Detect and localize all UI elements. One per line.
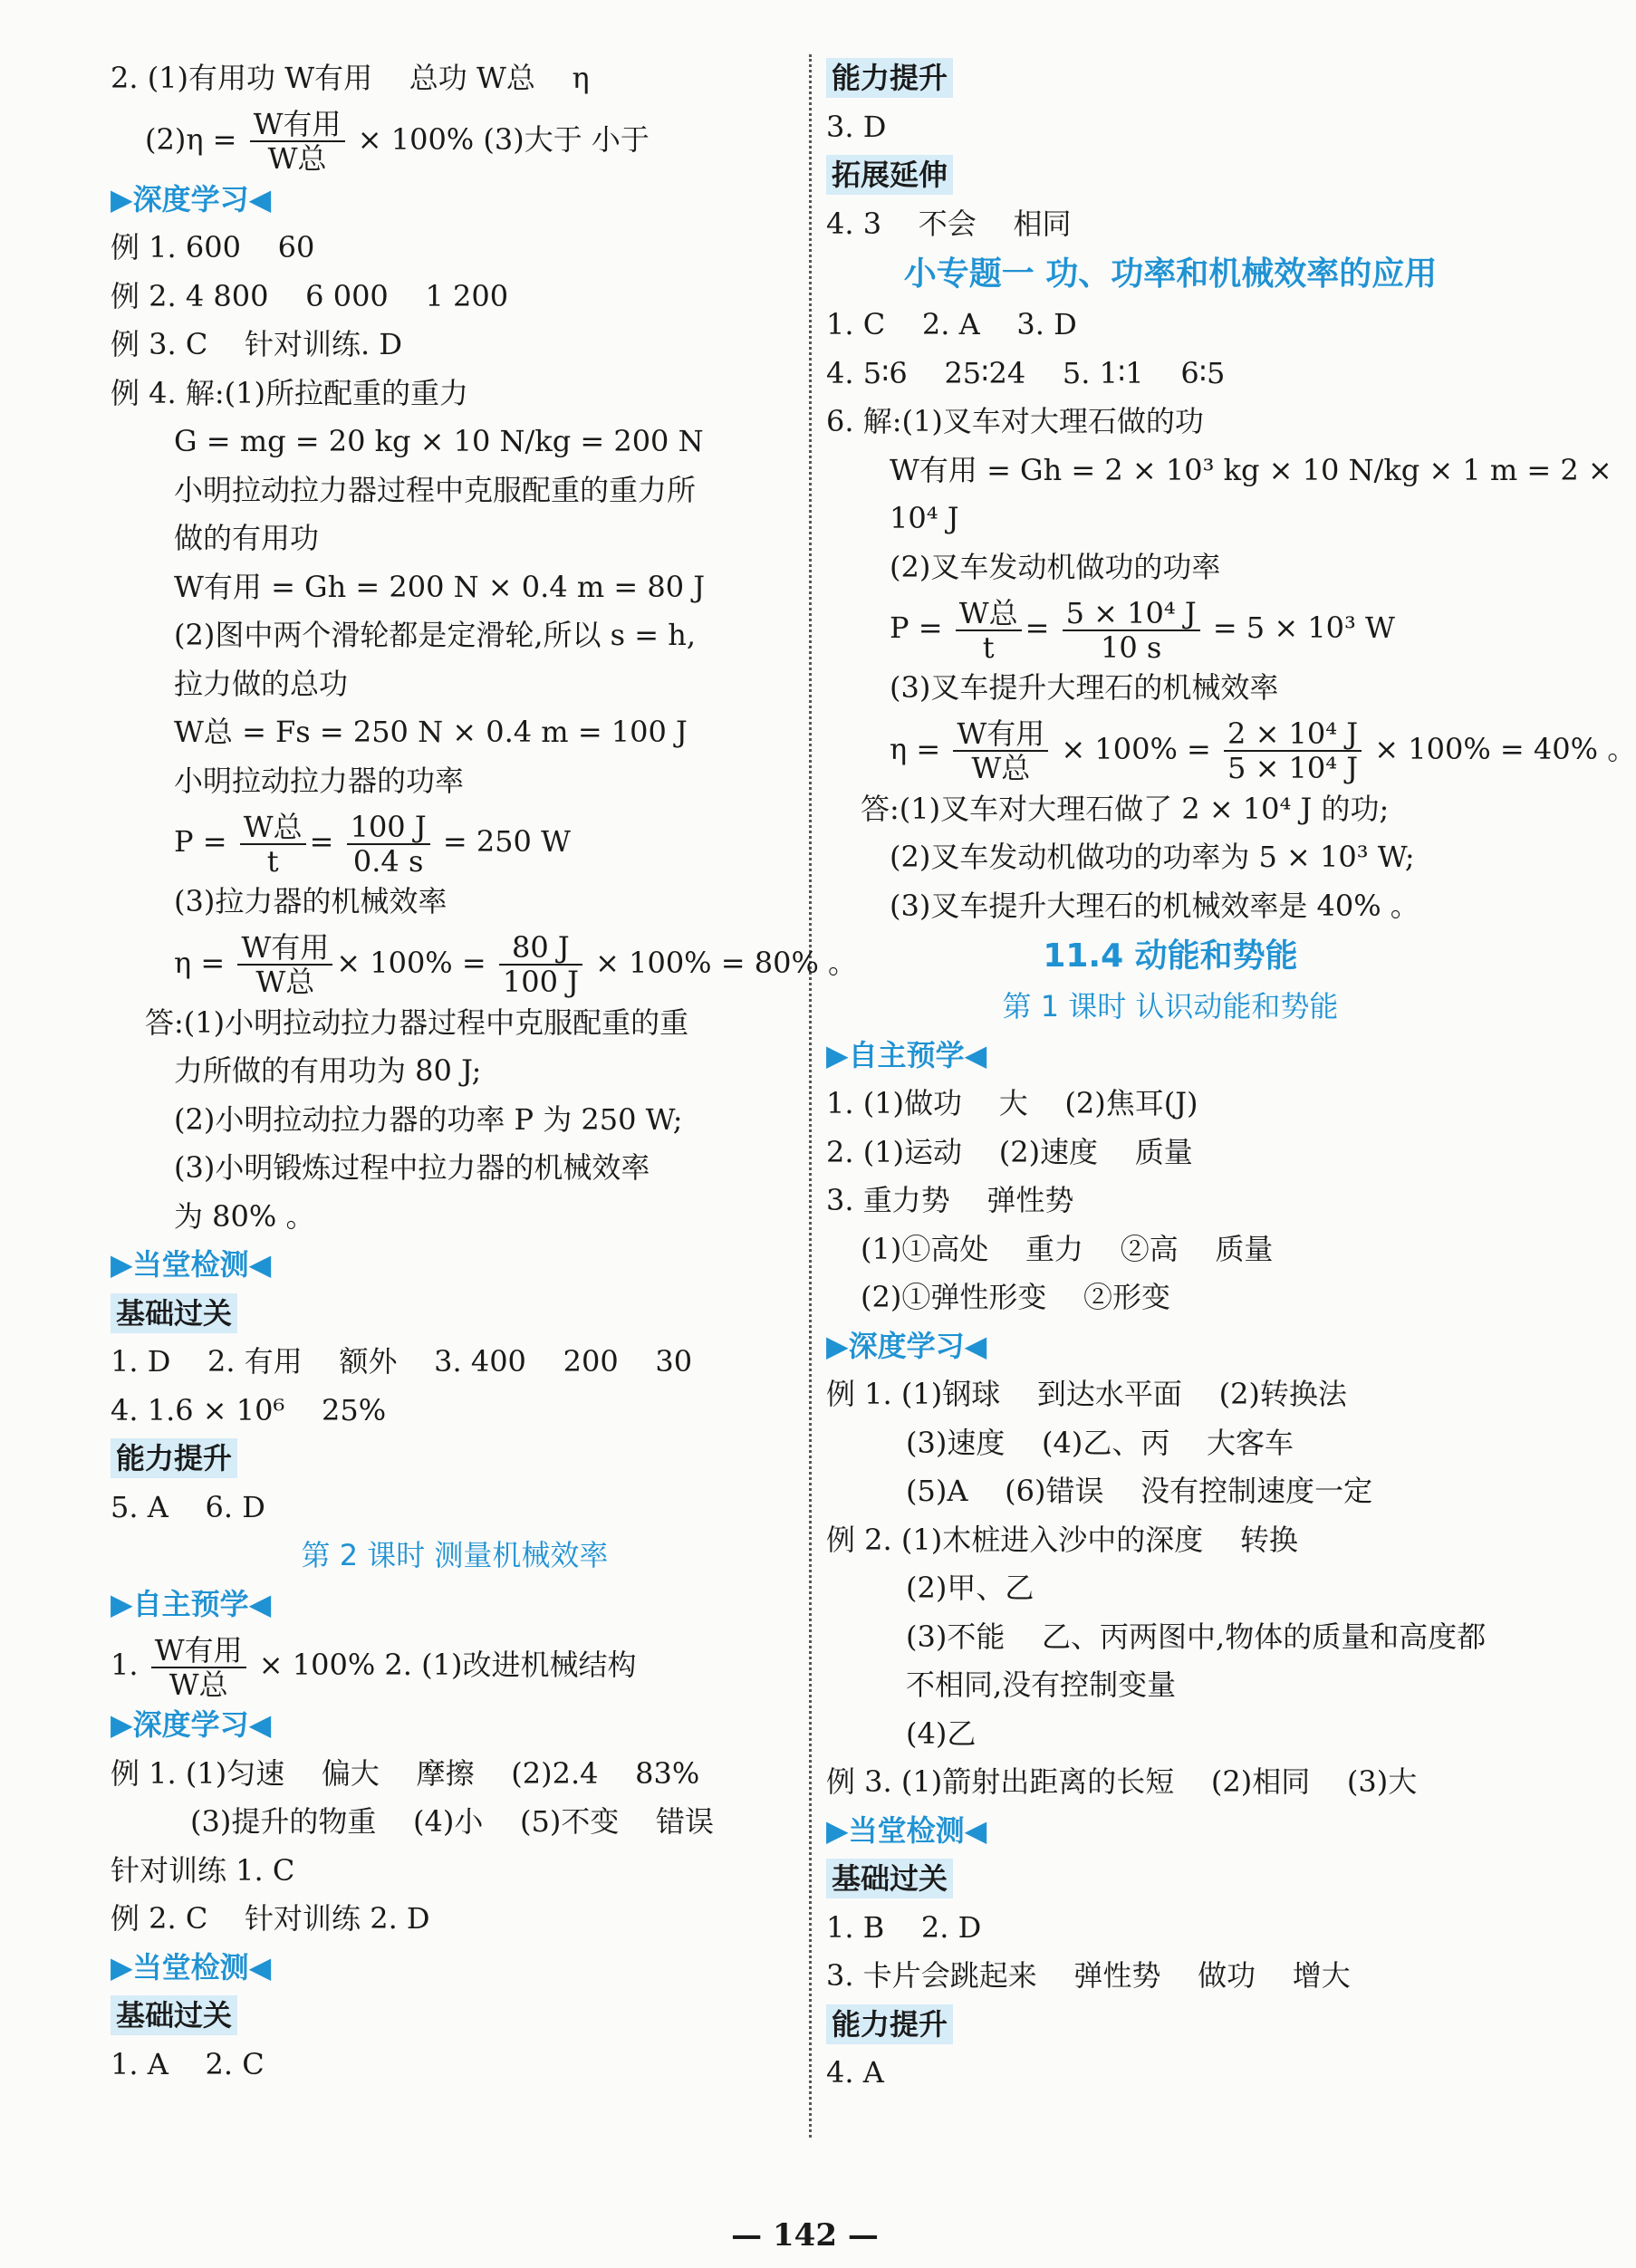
fraction bbox=[499, 931, 582, 998]
answer-line: (3)速度 (4)乙、丙 大客车 bbox=[906, 1425, 1294, 1460]
answer-line: 3. 重力势 弹性势 bbox=[826, 1183, 1074, 1217]
answer-line: 不相同,没有控制变量 bbox=[906, 1667, 1177, 1702]
answer-line: (2)甲、乙 bbox=[906, 1571, 1035, 1605]
numerator: 2 × 10⁴ J bbox=[1224, 717, 1362, 752]
formula-suffix: × 100% = 40% 。 bbox=[1374, 731, 1636, 766]
section-heading: ▶深度学习◀ bbox=[826, 1328, 987, 1363]
formula-suffix: × 100% 2. (1)改进机械结构 bbox=[258, 1648, 637, 1682]
column-divider bbox=[809, 54, 812, 2138]
numerator: W有用 bbox=[953, 717, 1048, 752]
fraction bbox=[237, 931, 332, 998]
answer-line: 1. D 2. 有用 额外 3. 400 200 30 bbox=[111, 1344, 693, 1379]
denominator: 0.4 s bbox=[352, 843, 424, 879]
answer-line: 拉力做的总功 bbox=[174, 666, 349, 701]
answer-line: 5. A 6. D bbox=[111, 1489, 265, 1524]
answer-line: 例 1. (1)匀速 偏大 摩擦 (2)2.4 83% bbox=[111, 1755, 700, 1791]
denominator: 10 s bbox=[1100, 629, 1162, 665]
answer-line: (2)图中两个滑轮都是定滑轮,所以 s = h, bbox=[174, 618, 697, 652]
answer-line: 10⁴ J bbox=[890, 501, 959, 535]
answer-line: 做的有用功 bbox=[174, 521, 320, 555]
answer-line: 例 2. 4 800 6 000 1 200 bbox=[111, 278, 509, 313]
section-heading: ▶深度学习◀ bbox=[111, 181, 272, 216]
denominator: t bbox=[266, 843, 279, 879]
denominator: W总 bbox=[255, 965, 315, 999]
fraction bbox=[953, 717, 1048, 784]
answer-line: 小明拉动拉力器的功率 bbox=[174, 763, 465, 798]
right-column bbox=[826, 54, 1636, 2098]
fraction bbox=[347, 811, 430, 878]
lesson-title: 第 1 课时 认识动能和势能 bbox=[1002, 989, 1339, 1023]
answer-line: 例 3. C 针对训练. D bbox=[111, 327, 403, 361]
subsection-tag: 基础过关 bbox=[111, 1995, 237, 2035]
answer-line: 1. C 2. A 3. D bbox=[826, 307, 1077, 341]
answer-line: 例 2. C 针对训练 2. D bbox=[111, 1901, 430, 1936]
section-title: 11.4 动能和势能 bbox=[1043, 937, 1298, 975]
answer-line: 为 80% 。 bbox=[174, 1198, 315, 1234]
fraction bbox=[151, 1634, 246, 1701]
denominator: 5 × 10⁴ J bbox=[1227, 751, 1359, 785]
denominator: W总 bbox=[168, 1667, 228, 1702]
denominator: 100 J bbox=[502, 965, 579, 999]
answer-line: G = mg = 20 kg × 10 N/kg = 200 N bbox=[174, 424, 704, 458]
formula-power: P = $\frac{\text{W总}}{t}$ = $\frac{100 J}{0.4 s}$ = 250 W bbox=[174, 809, 571, 879]
formula-power: P = $\frac{\text{W总}}{t}$ = $\frac{\text{5 × 10⁴ J}}{10 s}$ = 5 × 10³ W bbox=[890, 595, 1395, 665]
answer-line: 例 2. (1)木桩进入沙中的深度 转换 bbox=[826, 1522, 1298, 1557]
answer-line: 4. A bbox=[826, 2055, 884, 2090]
answer-line: 3. D bbox=[826, 109, 887, 144]
formula-prefix: η = bbox=[890, 731, 941, 766]
section-heading: ▶深度学习◀ bbox=[111, 1707, 272, 1742]
denominator: W总 bbox=[267, 141, 327, 176]
section-heading: ▶自主预学◀ bbox=[826, 1037, 987, 1072]
answer-line: 针对训练 1. C bbox=[111, 1852, 295, 1888]
subsection-tag: 基础过关 bbox=[111, 1293, 237, 1333]
answer-line: W有用 = Gh = 2 × 10³ kg × 10 N/kg × 1 m = 2 × bbox=[890, 452, 1612, 487]
answer-line: (2)叉车发动机做功的功率为 5 × 10³ W; bbox=[890, 840, 1415, 874]
answer-line: 力所做的有用功为 80 J; bbox=[174, 1053, 482, 1088]
answer-line: W总 = Fs = 250 N × 0.4 m = 100 J bbox=[174, 715, 688, 749]
numerator: 5 × 10⁴ J bbox=[1063, 597, 1200, 631]
denominator: W总 bbox=[971, 751, 1031, 785]
answer-line: 2. (1)运动 (2)速度 质量 bbox=[826, 1134, 1193, 1169]
answer-line: 答:(1)小明拉动拉力器过程中克服配重的重 bbox=[145, 1004, 689, 1040]
answer-line: (3)叉车提升大理石的机械效率是 40% 。 bbox=[890, 888, 1419, 923]
section-heading: ▶当堂检测◀ bbox=[826, 1812, 987, 1848]
answer-line: 答:(1)叉车对大理石做了 2 × 10⁴ J 的功; bbox=[861, 791, 1390, 826]
formula-efficiency: η = $\frac{\text{W有用}}{\text{W总}}$ × 100% = $\frac{80 J}{100 J}$ × 100% = 80% 。 bbox=[174, 930, 858, 999]
subsection-tag: 能力提升 bbox=[826, 2004, 953, 2044]
subsection-tag: 能力提升 bbox=[826, 58, 953, 98]
answer-line: 小明拉动拉力器过程中克服配重的重力所 bbox=[174, 472, 697, 507]
numerator: 80 J bbox=[499, 931, 582, 966]
answer-line: 4. 3 不会 相同 bbox=[826, 206, 1072, 241]
answer-line: 1. (1)做功 大 (2)焦耳(J) bbox=[826, 1086, 1198, 1120]
formula-middle: × 100% = bbox=[1061, 731, 1211, 766]
answer-line: 1. B 2. D bbox=[826, 1909, 982, 1945]
answer-line: W有用 = Gh = 200 N × 0.4 m = 80 J bbox=[174, 569, 706, 604]
formula-prefix: η = bbox=[174, 945, 226, 980]
formula-suffix: × 100% (3)大于 小于 bbox=[357, 121, 650, 157]
fraction bbox=[240, 811, 306, 878]
formula-prefix: P = bbox=[890, 610, 943, 645]
numerator: W总 bbox=[240, 811, 306, 845]
answer-line: (3)不能 乙、丙两图中,物体的质量和高度都 bbox=[906, 1619, 1487, 1654]
answer-line: (4)乙 bbox=[906, 1715, 977, 1751]
section-heading: ▶当堂检测◀ bbox=[111, 1247, 272, 1282]
answer-line: (3)叉车提升大理石的机械效率 bbox=[890, 670, 1279, 705]
answer-line: (1)①高处 重力 ②高 质量 bbox=[861, 1231, 1274, 1266]
answer-line: (2)小明拉动拉力器的功率 P 为 250 W; bbox=[174, 1101, 683, 1137]
numerator: W有用 bbox=[237, 931, 332, 966]
answer-line: 3. 卡片会跳起来 弹性势 做功 增大 bbox=[826, 1958, 1351, 1993]
fraction bbox=[1063, 597, 1200, 664]
answer-line: (5)A (6)错误 没有控制速度一定 bbox=[906, 1474, 1373, 1508]
formula-prefix: 1. bbox=[111, 1648, 139, 1682]
answer-line: (3)提升的物重 (4)小 (5)不变 错误 bbox=[190, 1804, 715, 1839]
numerator: 100 J bbox=[347, 811, 430, 845]
formula-prefix: (2)η = bbox=[145, 121, 237, 157]
fraction bbox=[250, 108, 345, 175]
numerator: W有用 bbox=[250, 108, 345, 142]
answer-line: 4. 1.6 × 10⁶ 25% bbox=[111, 1392, 387, 1427]
answer-line: (3)小明锻炼过程中拉力器的机械效率 bbox=[174, 1150, 650, 1185]
answer-line: 1. A 2. C bbox=[111, 2046, 265, 2081]
formula-suffix: = 250 W bbox=[442, 824, 571, 859]
fraction bbox=[956, 597, 1022, 664]
subsection-tag: 拓展延伸 bbox=[826, 155, 953, 195]
subsection-tag: 能力提升 bbox=[111, 1438, 237, 1478]
answer-line: 2. (1)有用功 W有用 总功 W总 η bbox=[111, 61, 590, 95]
topic-title: 小专题一 功、功率和机械效率的应用 bbox=[903, 255, 1438, 293]
answer-line: 例 4. 解:(1)所拉配重的重力 bbox=[111, 375, 468, 410]
answer-line: (3)拉力器的机械效率 bbox=[174, 884, 447, 918]
lesson-title: 第 2 课时 测量机械效率 bbox=[301, 1538, 609, 1572]
answer-line: 例 1. 600 60 bbox=[111, 230, 315, 264]
formula-eta bbox=[111, 103, 799, 176]
numerator: W有用 bbox=[151, 1634, 246, 1668]
section-heading: ▶当堂检测◀ bbox=[111, 1949, 272, 1985]
formula-preview bbox=[111, 1629, 799, 1701]
answer-line: 4. 5∶6 25∶24 5. 1∶1 6∶5 bbox=[826, 355, 1226, 390]
answer-line: 例 1. (1)钢球 到达水平面 (2)转换法 bbox=[826, 1377, 1347, 1411]
page-number: — 142 — bbox=[731, 2217, 879, 2254]
formula-efficiency bbox=[826, 713, 1636, 785]
denominator: t bbox=[982, 629, 995, 665]
fraction bbox=[1224, 717, 1362, 784]
section-heading: ▶自主预学◀ bbox=[111, 1586, 272, 1621]
formula-suffix: × 100% = 80% 。 bbox=[595, 945, 858, 980]
subsection-tag: 基础过关 bbox=[826, 1859, 953, 1898]
numerator: W总 bbox=[956, 597, 1022, 631]
answer-line: 6. 解:(1)叉车对大理石做的功 bbox=[826, 404, 1204, 438]
answer-line: 例 3. (1)箭射出距离的长短 (2)相同 (3)大 bbox=[826, 1764, 1418, 1799]
answer-line: (2)叉车发动机做功的功率 bbox=[890, 549, 1221, 584]
formula-suffix: = 5 × 10³ W bbox=[1212, 610, 1395, 645]
answer-line: (2)①弹性形变 ②形变 bbox=[861, 1280, 1171, 1314]
formula-prefix: P = bbox=[174, 824, 227, 859]
